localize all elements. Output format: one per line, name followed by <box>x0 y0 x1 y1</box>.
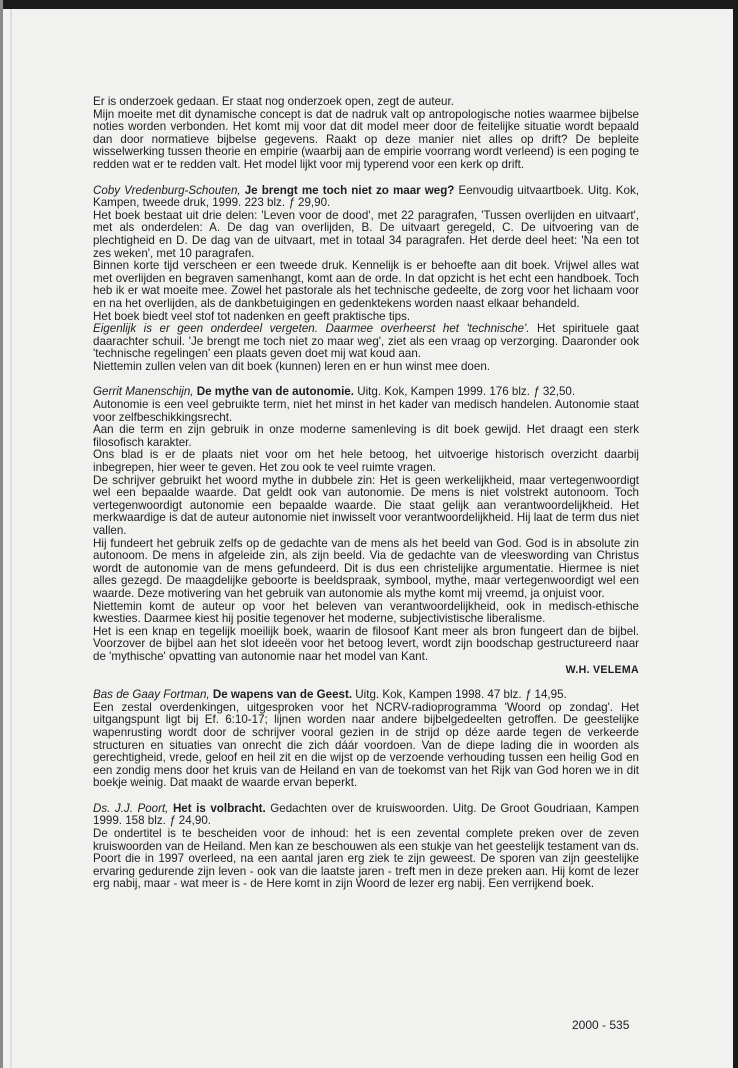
review-paragraph: Het boek biedt veel stof tot nadenken en geeft praktische tips. <box>93 309 411 323</box>
scan-border-right <box>733 0 738 1068</box>
price-symbol: ƒ <box>524 688 532 702</box>
review-vredenburg <box>93 185 639 374</box>
price-symbol: ƒ <box>169 814 176 828</box>
scan-border-top <box>0 0 738 9</box>
page-number: 2000 - 535 <box>572 1018 630 1032</box>
journal-page <box>93 96 639 891</box>
review-price: 29,90. <box>298 196 331 210</box>
review-publication: Uitg. Kok, Kampen 1998. 47 blz. <box>355 688 522 702</box>
review-paragraph: Hij fundeert het gebruik zelfs op de gedachte van de mens als het beeld van God. God is in absolute zin autonoom. De mens in afgeleide zin, als zijn beeld. Via de gedachte van de vleeswording van Christus wordt de autonomie van de mens gefundeerd. Dit is dus een christelijke argumentatie. Hiermee is niet alles gezegd. De maagdelijke geboorte is beeldspraak, symbool, mythe, maar vertegenwoordigt wel een waarde. Deze motivering van het gebruik van autonomie als mythe komt mij vreemd, ja onjuist voor. <box>93 536 639 600</box>
review-price: 32,50. <box>542 385 576 399</box>
price-symbol: ƒ <box>288 196 295 210</box>
review-paragraph: Aan die term en zijn gebruik in onze moderne samenleving is dit boek gewijd. Het draagt een sterk filosofisch karakter. <box>93 423 639 449</box>
price-symbol: ƒ <box>533 385 540 399</box>
review-paragraph: Ons blad is er de plaats niet voor om het hele betoog, het uitvoerige historisch overzicht daarbij inbegrepen, hier weer te geven. Het zou ook te veel ruimte vragen. <box>93 448 639 475</box>
review-poort <box>93 803 639 891</box>
review-price: 14,95. <box>534 688 567 702</box>
review-title: De mythe van de autonomie. <box>196 385 354 399</box>
review-heading <box>93 185 639 210</box>
review-title: Je brengt me toch niet zo maar weg? <box>244 183 455 197</box>
review-intro <box>93 96 639 172</box>
review-paragraph <box>93 323 639 361</box>
review-manenschijn <box>93 386 639 676</box>
review-paragraph: Een zestal overdenkingen, uitgesproken voor het NCRV-radioprogramma 'Woord op zondag'. Het uitgangspunt ligt bij Ef. 6:10-17; lijnen worden naar andere bijbelgedeelten getroffen. De geestelijke wapenrusting wordt door de schrijver vooral gezien in de strijd op déze aarde tegen de verkeerde structuren en situaties van onrecht die zich dáár voordoen. Van de diepe lading die in woorden als gerechtigheid, vrede, geloof en heil zit en die wijst op de verzoende verhouding tussen een heilig God en een zondig mens door het kruis van de Heiland en van de toekomst van het Rijk van God horen we in dit boekje weinig. Dat maakt de waarde ervan beperkt. <box>93 700 639 790</box>
review-title: Het is volbracht. <box>172 801 266 815</box>
scan-border-left <box>0 0 3 1068</box>
intro-paragraph: Er is onderzoek gedaan. Er staat nog onderzoek open, zegt de auteur. <box>93 95 454 108</box>
review-fortman <box>93 689 639 790</box>
review-paragraph: Het is een knap en tegelijk moeilijk boek, waarin de filosoof Kant meer als bron fungeert dan de bijbel. Voorzover de bijbel aan het slot ideeën voor het betoog levert, wordt zijn boodschap gestructureerd naar de 'mythische' opvatting van autonomie naar het model van Kant. <box>93 624 639 663</box>
review-title: De wapens van de Geest. <box>212 688 353 702</box>
review-heading <box>93 803 639 828</box>
review-price: 24,90. <box>178 814 211 828</box>
review-author: Gerrit Manenschijn, <box>93 385 194 399</box>
review-publication: Gedachten over de kruiswoorden. Uitg. De Groot Goudriaan, Kampen 1999. 158 blz. <box>93 801 639 828</box>
review-closing: Niettemin zullen velen van dit boek (kunnen) leren en er hun winst mee doen. <box>93 359 490 373</box>
review-publication: Uitg. Kok, Kampen 1999. 176 blz. <box>357 385 530 399</box>
reviewer-signature: W.H. VELEMA <box>565 663 639 676</box>
review-author: Bas de Gaay Fortman, <box>93 688 210 702</box>
review-paragraph: Niettemin komt de auteur op voor het beleven van verantwoordelijkheid, ook in medisch-ethische kwesties. Daarmee kiest hij positie tegenover het moderne, subjectivistische liberalisme. <box>93 599 639 626</box>
intro-paragraph: Mijn moeite met dit dynamische concept is dat de nadruk valt op antropologische noties waarmee bijbelse noties worden verbonden. Het komt mij voor dat dit model meer door de feitelijke situatie wordt bepaald dan door normatieve bijbelse gegevens. Raakt op deze manier niet alles op drift? De bepleite wisselwerking tussen theorie en empirie (waarbij aan de empirie voorrang wordt verleend) is een poging te redden wat er te redden valt. Het model lijkt voor mij typerend voor een kerk op drift. <box>93 107 639 171</box>
review-publication: Eenvoudig uitvaartboek. Uitg. Kok, Kampen, tweede druk, 1999. 223 blz. <box>93 183 639 210</box>
review-paragraph: De schrijver gebruikt het woord mythe in dubbele zin: Het is geen werkelijkheid, maar vertegenwoordigt wel een bepaalde waarde. Dat geldt ook van autonomie. De mens is niet volstrekt autonoom. Toch vertegenwoordigt autonomie een bepaalde waarde. Die staat gelijk aan verantwoordelijkheid. Het merkwaardige is dat de auteur autonomie niet inwisselt voor verantwoordelijkheid. Hij laat de term dus niet vallen. <box>93 473 639 537</box>
review-paragraph: Het boek bestaat uit drie delen: 'Leven voor de dood', met 22 paragrafen, 'Tussen overlijden en uitvaart', met als onderdelen: A. De dag van overlijden, B. De uitvaart geregeld, C. De uitvoering van de plechtigheid en D. De dag van de uitvaart, met in totaal 34 paragrafen. Het derde deel heet: 'Na een tot zes weken', met 10 paragrafen. <box>93 208 639 260</box>
after-italic: Het spirituele gaat daarachter schuil. 'Je brengt me toch niet zo maar weg', ziet als een vraag op verzorging. Daaronder ook 'technische regelingen' een plaats geven doet mij wat koud aan. <box>93 322 639 361</box>
review-paragraph: Binnen korte tijd verscheen er een tweede druk. Kennelijk is er behoefte aan dit boek. Vrijwel alles wat met overlijden en begraven samenhangt, komt aan de orde. In dat opzicht is het echt een handboek. Toch heb ik er wat moeite mee. Zowel het pastorale als het technische gedeelte, de zorg voor het lichaam voor en na het overlijden, als de dankbetuigingen en gedenktekens worden naast elkaar behandeld. <box>93 259 639 310</box>
review-author: Ds. J.J. Poort, <box>93 801 169 815</box>
review-author: Coby Vredenburg-Schouten, <box>93 183 241 197</box>
review-heading <box>93 689 639 702</box>
review-paragraph: De ondertitel is te bescheiden voor de inhoud: het is een zevental complete preken over de zeven kruiswoorden van de Heiland. Men kan ze beschouwen als een stukje van het geestelijk testament van ds. Poort die in 1997 overleed, na een aantal jaren erg ziek te zijn geweest. De sporen van zijn geestelijke ervaring gedurende zijn leven - ook van die laatste jaren - treft men in deze preken aan. Hij komt de lezer erg nabij, maar - wat meer is - de Here komt in zijn Woord de lezer erg nabij. Een verrijkend boek. <box>93 827 639 891</box>
italic-sentence: Eigenlijk is er geen onderdeel vergeten. Daarmee overheerst het 'technische'. <box>93 322 530 336</box>
scan-gutter <box>10 9 12 1068</box>
review-paragraph: Autonomie is een veel gebruikte term, niet het minst in het kader van medisch handelen. Autonomie staat voor zelfbeschikkingsrecht. <box>93 398 639 424</box>
